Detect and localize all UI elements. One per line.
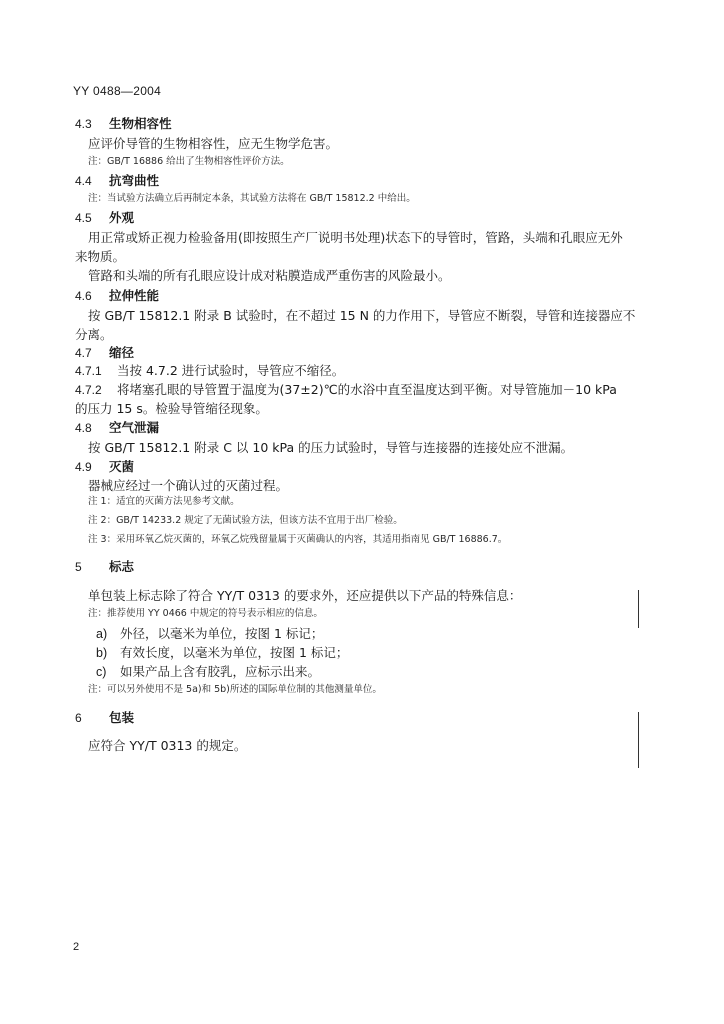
section-title: 灭菌 bbox=[109, 459, 135, 474]
margin-bar bbox=[638, 712, 639, 768]
subsection-text: 当按 4.7.2 进行试验时，导管应不缩径。 bbox=[117, 363, 345, 378]
section-title: 标志 bbox=[109, 559, 135, 574]
page-number: 2 bbox=[73, 941, 80, 953]
list-item-marker: a) bbox=[96, 627, 108, 641]
section-4-3-paragraph: 应评价导管的生物相容性，应无生物学危害。 bbox=[88, 136, 339, 151]
section-4-9-paragraph: 器械应经过一个确认过的灭菌过程。 bbox=[88, 478, 289, 493]
list-item-text: 如果产品上含有胶乳，应标示出来。 bbox=[120, 664, 321, 679]
section-title: 包装 bbox=[109, 710, 135, 725]
section-4-6-heading bbox=[75, 288, 159, 304]
section-number: 4.5 bbox=[75, 211, 92, 225]
section-title: 抗弯曲性 bbox=[109, 173, 160, 188]
section-4-4-heading bbox=[75, 173, 159, 189]
subsection-text: 将堵塞孔眼的导管置于温度为(37±2)℃的水浴中直至温度达到平衡。对导管施加－10 kPa bbox=[117, 382, 617, 397]
section-4-5-paragraph-1-cont: 来物质。 bbox=[75, 249, 126, 264]
list-item-text: 外径，以毫米为单位，按图 1 标记； bbox=[120, 626, 324, 641]
list-item bbox=[96, 626, 323, 642]
subsection-number: 4.7.1 bbox=[75, 364, 102, 378]
standard-code-header: YY 0488—2004 bbox=[73, 84, 162, 98]
section-number: 4.6 bbox=[75, 289, 92, 303]
section-4-4-note: 注：当试验方法确立后再制定本条，其试验方法将在 GB/T 15812.2 中给出。 bbox=[88, 193, 416, 204]
section-4-3-note: 注：GB/T 16886 给出了生物相容性评价方法。 bbox=[88, 156, 290, 167]
section-4-6-paragraph: 按 GB/T 15812.1 附录 B 试验时，在不超过 15 N 的力作用下，导管应不断裂，导管和连接器应不 bbox=[88, 308, 636, 323]
section-4-9-note-1: 注 1：适宜的灭菌方法见参考文献。 bbox=[88, 496, 240, 507]
section-number: 4.7 bbox=[75, 346, 92, 360]
section-4-3-heading bbox=[75, 116, 172, 132]
section-title: 缩径 bbox=[109, 345, 135, 360]
section-4-8-heading bbox=[75, 420, 159, 436]
subsection-4-7-2 bbox=[75, 382, 617, 398]
section-4-9-note-3: 注 3：采用环氧乙烷灭菌的，环氧乙烷残留量属于灭菌确认的内容，其适用指南见 GB/T 16886.7。 bbox=[88, 534, 508, 545]
section-number: 4.9 bbox=[75, 460, 92, 474]
section-5-heading bbox=[75, 559, 134, 575]
section-5-note-1: 注：推荐使用 YY 0466 中规定的符号表示相应的信息。 bbox=[88, 608, 323, 619]
subsection-4-7-1 bbox=[75, 363, 344, 379]
list-item-text: 有效长度，以毫米为单位，按图 1 标记； bbox=[120, 645, 349, 660]
margin-bar bbox=[638, 590, 639, 628]
section-4-5-heading bbox=[75, 210, 134, 226]
section-4-6-paragraph-cont: 分离。 bbox=[75, 327, 113, 342]
section-number: 4.3 bbox=[75, 117, 92, 131]
section-5-paragraph: 单包装上标志除了符合 YY/T 0313 的要求外，还应提供以下产品的特殊信息： bbox=[88, 588, 522, 603]
section-4-7-heading bbox=[75, 345, 134, 361]
section-title: 拉伸性能 bbox=[109, 288, 160, 303]
section-4-8-paragraph: 按 GB/T 15812.1 附录 C 以 10 kPa 的压力试验时，导管与连接器的连接处应不泄漏。 bbox=[88, 440, 574, 455]
section-4-5-paragraph-2: 管路和头端的所有孔眼应设计成对粘膜造成严重伤害的风险最小。 bbox=[88, 268, 451, 283]
section-4-5-paragraph-1: 用正常或矫正视力检验备用(即按照生产厂说明书处理)状态下的导管时，管路，头端和孔眼应无外 bbox=[88, 230, 623, 245]
list-item bbox=[96, 664, 320, 680]
section-number: 5 bbox=[75, 560, 82, 574]
subsection-number: 4.7.2 bbox=[75, 383, 102, 397]
section-5-note-2: 注：可以另外使用不是 5a)和 5b)所述的国际单位制的其他测量单位。 bbox=[88, 684, 382, 695]
list-item-marker: c) bbox=[96, 665, 107, 679]
section-4-9-heading bbox=[75, 459, 134, 475]
section-title: 外观 bbox=[109, 210, 135, 225]
section-6-heading bbox=[75, 710, 134, 726]
section-6-paragraph: 应符合 YY/T 0313 的规定。 bbox=[88, 738, 247, 753]
section-number: 4.4 bbox=[75, 174, 92, 188]
list-item bbox=[96, 645, 348, 661]
section-4-9-note-2: 注 2：GB/T 14233.2 规定了无菌试验方法，但该方法不宜用于出厂检验。 bbox=[88, 515, 403, 526]
subsection-4-7-2-cont: 的压力 15 s。检验导管缩径现象。 bbox=[75, 401, 268, 416]
list-item-marker: b) bbox=[96, 646, 108, 660]
section-number: 4.8 bbox=[75, 421, 92, 435]
section-number: 6 bbox=[75, 711, 82, 725]
section-title: 空气泄漏 bbox=[109, 420, 160, 435]
section-title: 生物相容性 bbox=[109, 116, 172, 131]
